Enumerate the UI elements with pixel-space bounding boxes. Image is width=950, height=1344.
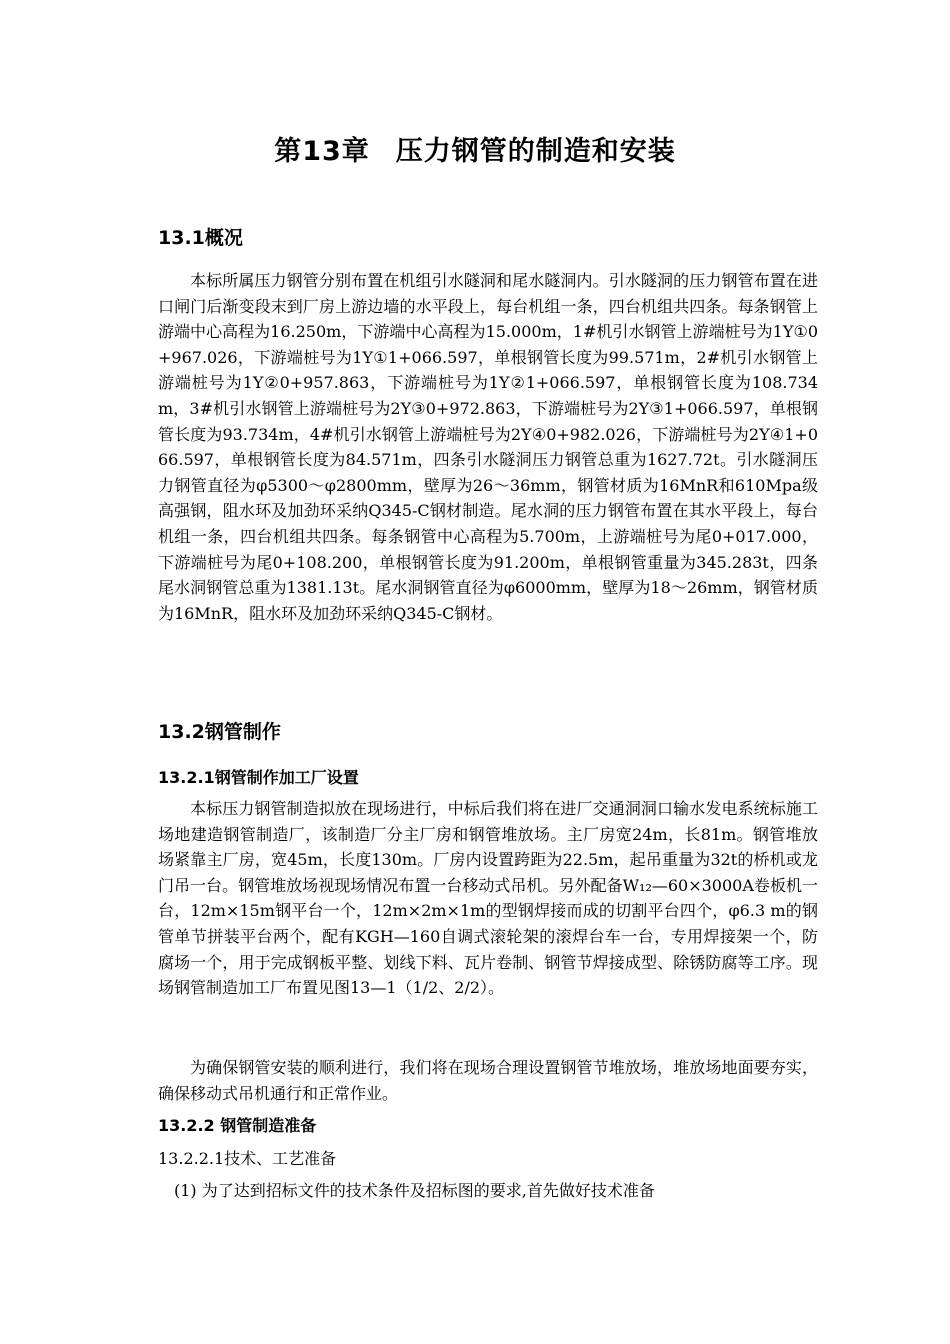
section-13-1-paragraph: 本标所属压力钢管分别布置在机组引水隧洞和尾水隧洞内。引水隧洞的压力钢管布置在进口闸门后渐变段末到厂房上游边墙的水平段上，每台机组一条，四台机组共四条。每条钢管上游端中心高程为16.250m，下游端中心高程为15.000m，1#机引水钢管上游端桩号为1Y①0+967.026，下游端桩号为1Y①1+066.597，单根钢管长度为99.571m，2#机引水钢管上游端桩号为1Y②0+957.863，下游端桩号为1Y②1+066.597，单根钢管长度为108.734m，3#机引水钢管上游端桩号为2Y③0+972.863，下游端桩号为2Y③1+066.597，单根钢管长度为93.734m，4#机引水钢管上游端桩号为2Y④0+982.026，下游端桩号为2Y④1+066.597，单根钢管长度为84.571m，四条引水隧洞压力钢管总重为1627.72t。引水隧洞压力钢管直径为φ5300～φ2800mm，壁厚为26～36mm，钢管材质为16MnR和610Mpa级高强钢，阻水环及加劲环采纳Q345-C钢材制造。尾水洞的压力钢管布置在其水平段上，每台机组一条，四台机组共四条。每条钢管中心高程为5.700m，上游端桩号为尾0+017.000，下游端桩号为尾0+108.200，单根钢管长度为91.200m，单根钢管重量为345.283t，四条尾水洞钢管总重为1381.13t。尾水洞钢管直径为φ6000mm，壁厚为18～26mm，钢管材质为16MnR，阻水环及加劲环采纳Q345-C钢材。 (158, 271, 818, 623)
section-13-2-1-paragraph-1: 本标压力钢管制造拟放在现场进行，中标后我们将在进厂交通洞洞口输水发电系统标施工场地建造钢管制造厂，该制造厂分主厂房和钢管堆放场。主厂房宽24m，长81m。钢管堆放场紧靠主厂房，宽45m，长度130m。厂房内设置跨距为22.5m，起吊重量为32t的桥机或龙门吊一台。钢管堆放场视现场情况布置一台移动式吊机。另外配备W₁₂—60×3000A卷板机一台，12m×15m钢平台一个，12m×2m×1m的型钢焊接而成的切割平台四个，φ6.3 m的钢管单节拼装平台两个，配有KGH—160自调式滚轮架的滚焊台车一台，专用焊接架一个，防腐场一个，用于完成钢板平整、划线下料、瓦片卷制、钢管节焊接成型、除锈防腐等工序。现场钢管制造加工厂布置见图13—1（1/2、2/2）。 (158, 799, 818, 998)
section-13-2-1-paragraph-2: 为确保钢管安装的顺利进行，我们将在现场合理设置钢管节堆放场，堆放场地面要夯实，确保移动式吊机通行和正常作业。 (158, 1058, 818, 1103)
section-heading-13-2: 13.2钢管制作 (158, 721, 281, 743)
chapter-name: 压力钢管的制造和安装 (395, 136, 676, 167)
section-heading-13-2-2: 13.2.2 钢管制造准备 (158, 1116, 317, 1135)
chapter-title (0, 132, 950, 172)
section-heading-13-2-2-1: 13.2.2.1技术、工艺准备 (158, 1149, 337, 1168)
chapter-number: 第13章 (274, 136, 370, 167)
section-heading-13-2-1: 13.2.1钢管制作加工厂设置 (158, 768, 359, 787)
section-heading-13-1: 13.1概况 (158, 227, 243, 249)
list-item-1: (1) 为了达到招标文件的技术条件及招标图的要求,首先做好技术准备 (174, 1181, 655, 1200)
